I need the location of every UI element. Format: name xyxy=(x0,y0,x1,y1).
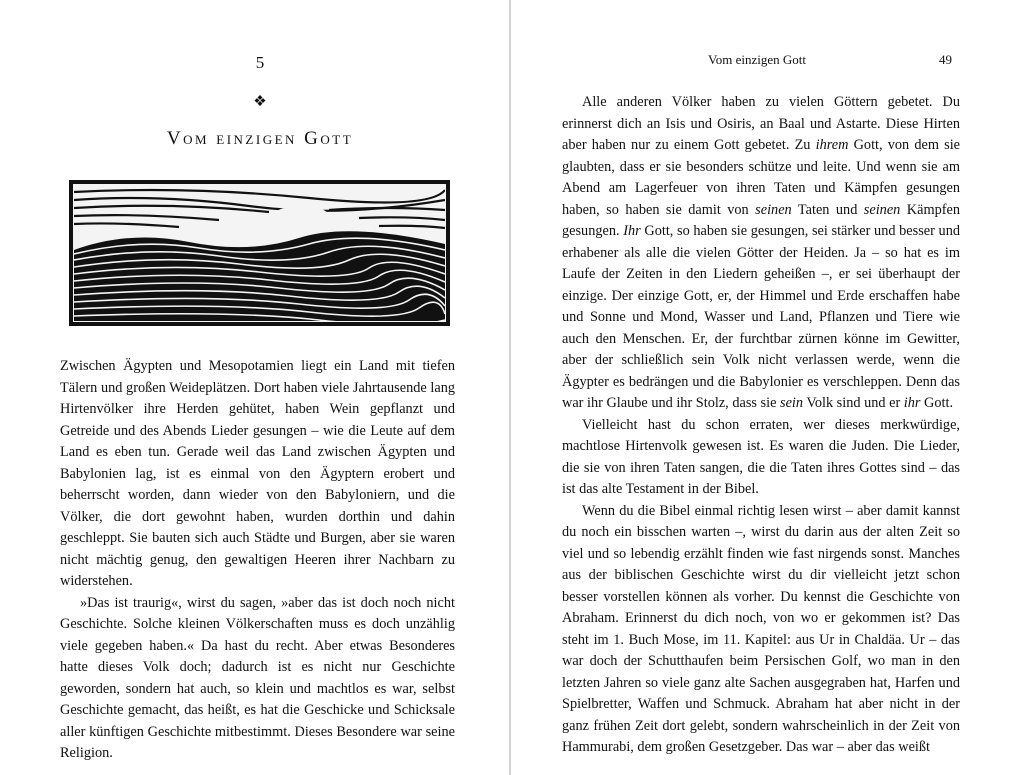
left-body-text xyxy=(60,356,455,765)
paragraph: Vielleicht hast du schon erraten, wer dieses merkwürdige, machtlose Hirtenvolk gewesen ist. Es waren die Juden. Die Lieder, die sie von ihren Taten sangen, die die Taten ihres Gottes sind – das ist das alte Testament in der Bibel. xyxy=(562,416,960,497)
emphasis: Ihr xyxy=(623,223,641,239)
emphasis: sein xyxy=(780,395,804,411)
chapter-number: 5 xyxy=(255,53,265,72)
paragraph: »Das ist traurig«, wirst du sagen, »aber das ist doch noch nicht Geschichte. Solche kleinen Völkerschaften muss es doch unzählig viele gegeben haben.« Da hast du recht. Aber etwas Besonderes hatte dieses Volk doch; dadurch ist es nicht nur Geschichte geworden, sondern hat auch, so klein und machtlos es war, selbst Geschichte gemacht, das heißt, es hat die Geschicke und Schicksale aller künftigen Geschichte mitbestimmt. Dieses Besondere war seine Religion. xyxy=(60,594,455,761)
emphasis: seinen xyxy=(755,201,792,218)
paragraph: Wenn du die Bibel einmal richtig lesen wirst – aber damit kannst du noch ein bisschen warten –, wirst du darin aus der alten Zeit so viel und so lebendig erzählt finden wie fast nirgends sonst. Manches aus der biblischen Geschichte wirst du dir vielleicht jetzt schon besser vorstellen können als vorher. Du kennst die Geschichte von Abraham. Erinnerst du dich noch, von wo er gekommen ist? Das steht im 1. Buch Mose, im 11. Kapitel: aus Ur in Chaldäa. Ur – das war doch der Schutthaufen beim Persischen Golf, wo man in den letzten Jahren so viele ganz alte Sachen ausgegraben hat, Harfen und Spielbretter, Waffen und Schmuck. Abraham hat aber nicht in der ganz frühen Zeit dort gelebt, sondern wahrscheinlich in der Zeit von Hammurabi, dem großen Gesetzgeber. Das war – aber das weißt xyxy=(562,502,960,755)
emphasis: ihrem xyxy=(815,137,849,153)
paragraph: Zwischen Ägypten und Mesopotamien liegt ein Land mit tiefen Tälern und großen Weideplätzen. Dort haben viele Jahrtausende lang Hirtenvölker ihre Herden gehütet, haben Wein gepflanzt und Getreide und des Abends Lieder gesungen – wie die Leute auf dem Land es eben tun. Gerade weil das Land zwischen Ägypten und Babylonien lag, ist es einmal von den Ägyptern erobert und beherrscht worden, dann wieder von den Babyloniern, und die Völker, die dort gewohnt haben, wurden dorthin und dahin geschleppt. Sie bauten sich auch Städte und Burgen, aber sie waren nicht mächtig genug, den gewaltigen Heeren ihrer Nachbarn zu widerstehen. xyxy=(60,358,455,589)
right-page xyxy=(511,0,1020,775)
ornament-icon: ❖ xyxy=(253,94,267,110)
emphasis: ihr xyxy=(903,395,921,411)
chapter-title: Vom einzigen Gott xyxy=(166,128,354,149)
landscape-woodcut-illustration xyxy=(69,180,450,326)
paragraph: Alle anderen Völker haben zu vielen Göttern gebetet. Du erinnerst dich an Isis und Osiris, an Baal und Astarte. Diese Hirten aber haben nur zu einem Gott gebetet. Zu ihrem Gott, von dem sie glaubten, dass er sie besonders schütze und leite. Und wenn sie am Abend am Lagerfeuer von ihren Taten und Kämpfen gesungen haben, so haben sie damit von seinen Taten und seinen Kämpfen gesungen. Ihr Gott, so haben sie gesungen, sei stärker und besser und erhabener als alle die vielen Götter der Heiden. Ja – so hat es im Laufe der Zeiten in den Liedern geheißen –, er sei überhaupt der einzige. Der einzige Gott, er, der Himmel und Erde erschaffen habe und Sonne und Mond, Wasser und Land, Pflanzen und Tiere wie auch den Menschen. Er, der furchtbar zürnen könne im Gewitter, aber der schließlich sein Volk nicht verlassen werde, wenn die Ägypter es bedrängen und die Babylonier es verschleppen. Denn das war ihr Glaube und ihr Stolz, dass sie sein Volk sind und er ihr Gott. xyxy=(562,94,961,411)
page-number: 49 xyxy=(939,52,952,67)
emphasis: seinen xyxy=(863,201,901,218)
running-head: Vom einzigen Gott xyxy=(708,52,806,67)
right-body-text xyxy=(562,92,960,759)
